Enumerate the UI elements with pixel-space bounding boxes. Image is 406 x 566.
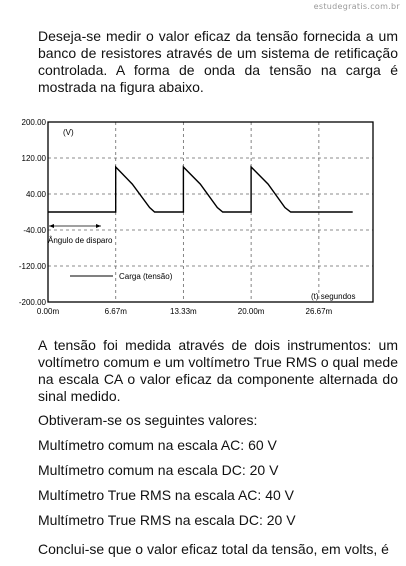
y-tick-label: 40.00 — [25, 190, 46, 199]
measurement-paragraph: A tensão foi medida através de dois instrumentos: um voltímetro comum e um voltímetro True RMS o qual mede na escala CA o valor eficaz da componente alternada do sinal medido. — [38, 337, 398, 404]
y-tick-label: -120.00 — [18, 262, 46, 271]
value-line: Multímetro comum na escala AC: 60 V — [38, 437, 277, 453]
series-line-carga — [48, 167, 353, 212]
x-axis-label: (t) segundos — [311, 292, 356, 301]
y-tick-label: 200.00 — [21, 118, 46, 127]
obtained-values-intro: Obtiveram-se os seguintes valores: — [38, 412, 258, 428]
x-tick-label: 26.67m — [305, 307, 333, 316]
y-tick-label: -40.00 — [23, 226, 46, 235]
firing-angle-arrowhead-right — [96, 224, 101, 228]
firing-angle-arrowhead-left — [49, 224, 54, 228]
watermark: estudegratis.com.br — [313, 2, 400, 11]
voltage-waveform-chart — [0, 112, 406, 327]
value-line: Multímetro comum na escala DC: 20 V — [38, 462, 279, 478]
x-tick-label: 6.67m — [104, 307, 127, 316]
legend-label: Carga (tensão) — [119, 272, 173, 281]
intro-paragraph: Deseja-se medir o valor eficaz da tensão fornecida a um banco de resistores através de um sistema de retificação controlada. A forma de onda da tensão na carga é mostrada na figura abaixo. — [38, 28, 398, 95]
value-line: Multímetro True RMS na escala DC: 20 V — [38, 512, 296, 528]
firing-angle-label: Ângulo de disparo — [48, 236, 113, 245]
value-line: Multímetro True RMS na escala AC: 40 V — [38, 487, 294, 503]
y-tick-labels — [19, 118, 47, 307]
x-tick-label: 13.33m — [170, 307, 197, 316]
y-axis-label: (V) — [63, 128, 74, 137]
y-tick-label: 120.00 — [21, 154, 46, 163]
x-tick-label: 0.00m — [36, 307, 60, 316]
x-tick-labels — [37, 307, 333, 316]
conclusion-line: Conclui-se que o valor eficaz total da tensão, em volts, é — [38, 541, 389, 557]
y-tick-label: -200.00 — [18, 298, 46, 307]
x-tick-label: 20.00m — [237, 307, 265, 316]
